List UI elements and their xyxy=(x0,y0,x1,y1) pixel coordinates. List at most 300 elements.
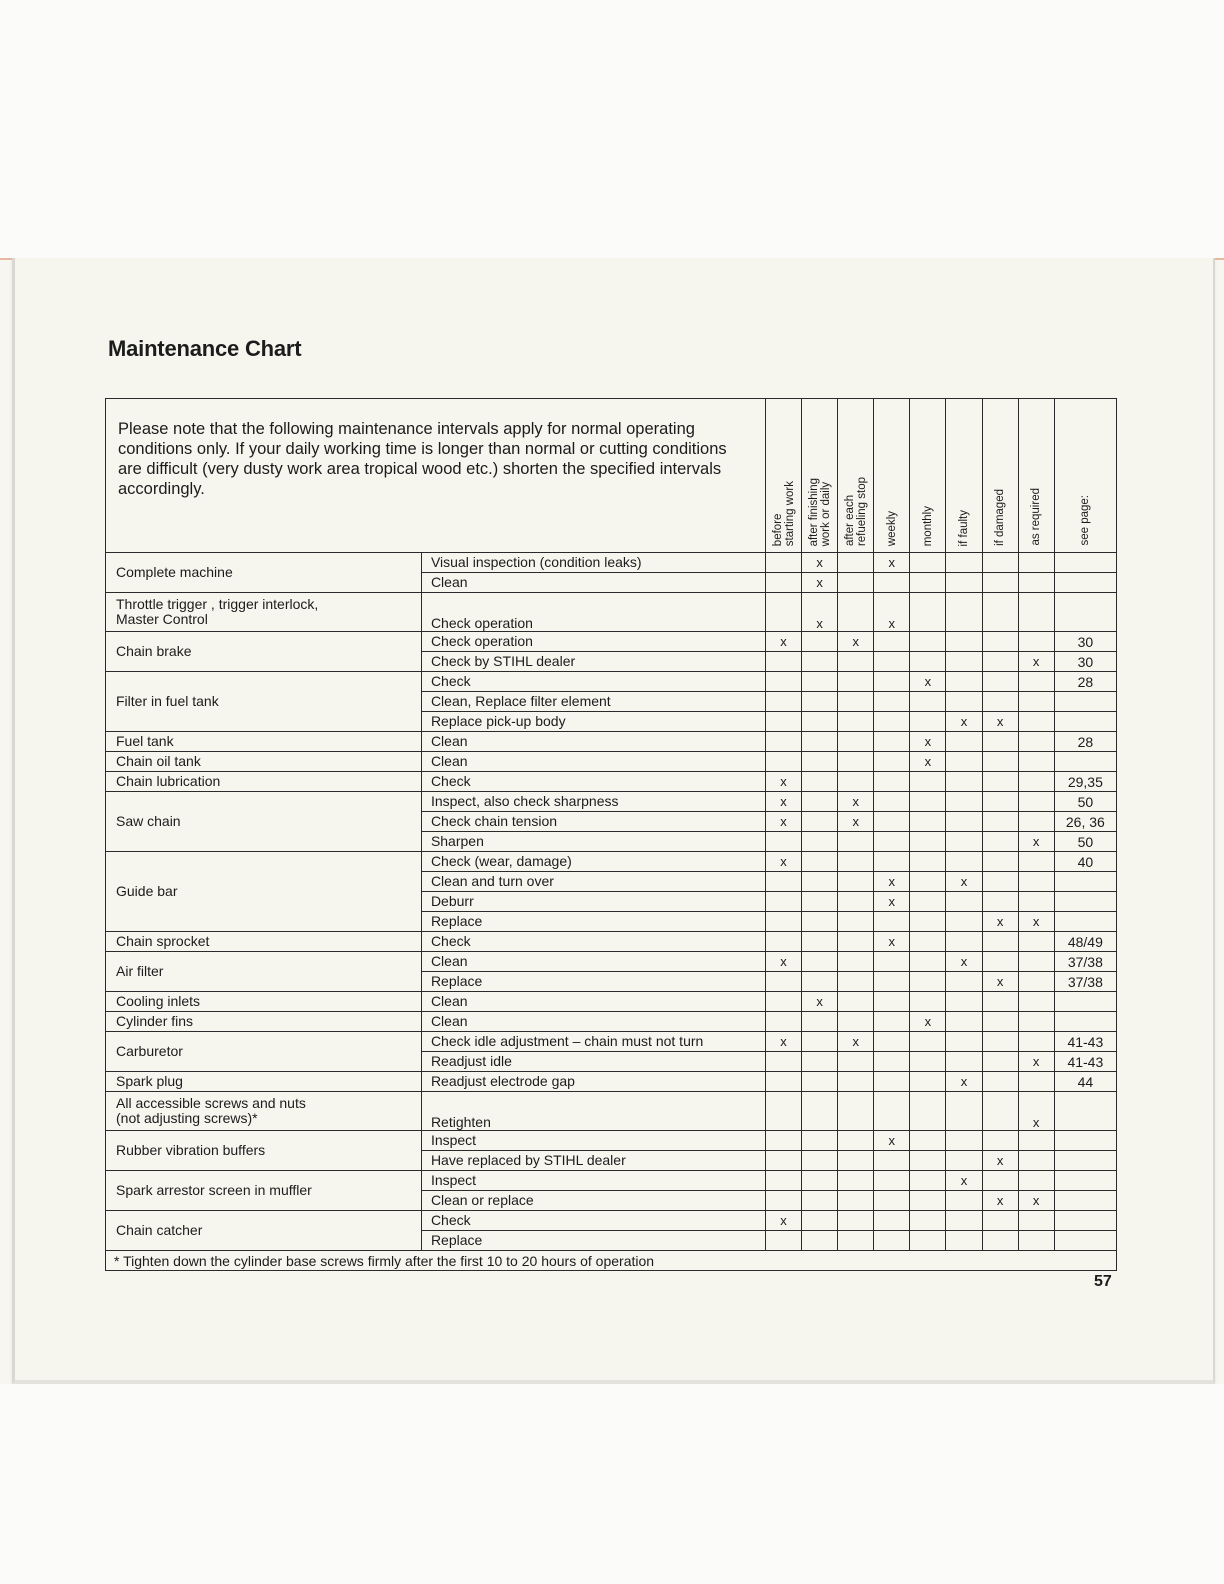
interval-mark-cell xyxy=(910,932,946,952)
interval-mark-cell xyxy=(946,932,982,952)
interval-mark-cell xyxy=(838,832,874,852)
task-cell: Clean, Replace filter element xyxy=(421,692,765,712)
interval-mark-cell xyxy=(802,752,838,772)
interval-mark-cell xyxy=(1018,593,1054,632)
interval-mark-cell: x xyxy=(982,1151,1018,1171)
interval-mark-cell xyxy=(838,892,874,912)
interval-mark-cell xyxy=(982,632,1018,652)
see-page-cell: 28 xyxy=(1054,672,1116,692)
component-cell: Saw chain xyxy=(106,792,422,852)
interval-mark-cell xyxy=(765,1191,801,1211)
table-row xyxy=(106,792,1117,812)
interval-mark-cell xyxy=(1018,1131,1054,1151)
interval-mark-cell: x xyxy=(910,672,946,692)
task-cell: Replace xyxy=(421,912,765,932)
interval-mark-cell xyxy=(982,1052,1018,1072)
footnote-row xyxy=(106,1251,1117,1271)
task-cell: Clean and turn over xyxy=(421,872,765,892)
interval-mark-cell: x xyxy=(1018,832,1054,852)
interval-mark-cell xyxy=(910,1231,946,1251)
interval-mark-cell: x xyxy=(910,732,946,752)
component-cell: Throttle trigger , trigger interlock, Master Control xyxy=(106,593,422,632)
interval-mark-cell xyxy=(910,832,946,852)
interval-mark-cell xyxy=(838,932,874,952)
interval-mark-cell xyxy=(802,1211,838,1231)
component-cell: Air filter xyxy=(106,952,422,992)
table-row xyxy=(106,752,1117,772)
interval-mark-cell xyxy=(1018,672,1054,692)
interval-mark-cell: x xyxy=(1018,912,1054,932)
interval-mark-cell: x xyxy=(1018,652,1054,672)
interval-mark-cell xyxy=(765,872,801,892)
see-page-cell xyxy=(1054,912,1116,932)
interval-mark-cell xyxy=(946,553,982,573)
interval-mark-cell xyxy=(982,752,1018,772)
interval-mark-cell xyxy=(982,932,1018,952)
interval-mark-cell xyxy=(910,952,946,972)
task-cell: Visual inspection (condition leaks) xyxy=(421,553,765,573)
interval-mark-cell xyxy=(982,872,1018,892)
interval-mark-cell: x xyxy=(946,1072,982,1092)
interval-mark-cell xyxy=(838,952,874,972)
interval-mark-cell xyxy=(838,852,874,872)
task-cell: Inspect, also check sharpness xyxy=(421,792,765,812)
see-page-cell: 50 xyxy=(1054,832,1116,852)
column-header-if-faulty xyxy=(946,399,982,553)
interval-mark-cell xyxy=(946,692,982,712)
interval-mark-cell xyxy=(910,1072,946,1092)
column-header-label: before starting work xyxy=(771,480,796,546)
interval-mark-cell xyxy=(838,972,874,992)
interval-mark-cell xyxy=(838,992,874,1012)
task-cell: Check operation xyxy=(421,593,765,632)
interval-mark-cell xyxy=(802,872,838,892)
interval-mark-cell xyxy=(838,1171,874,1191)
interval-mark-cell xyxy=(838,1211,874,1231)
interval-mark-cell xyxy=(838,1191,874,1211)
task-cell: Clean xyxy=(421,752,765,772)
interval-mark-cell: x xyxy=(874,1131,910,1151)
interval-mark-cell xyxy=(874,573,910,593)
see-page-cell: 26, 36 xyxy=(1054,812,1116,832)
interval-mark-cell xyxy=(802,812,838,832)
interval-mark-cell xyxy=(1018,573,1054,593)
interval-mark-cell xyxy=(982,652,1018,672)
interval-mark-cell xyxy=(910,632,946,652)
interval-mark-cell xyxy=(874,1171,910,1191)
component-cell: Spark arrestor screen in muffler xyxy=(106,1171,422,1211)
interval-mark-cell xyxy=(946,992,982,1012)
task-cell: Inspect xyxy=(421,1131,765,1151)
interval-mark-cell xyxy=(874,652,910,672)
see-page-cell xyxy=(1054,1231,1116,1251)
interval-mark-cell xyxy=(765,692,801,712)
interval-mark-cell xyxy=(802,952,838,972)
interval-mark-cell xyxy=(982,1231,1018,1251)
interval-mark-cell xyxy=(1018,992,1054,1012)
interval-mark-cell xyxy=(838,752,874,772)
interval-mark-cell xyxy=(838,712,874,732)
interval-mark-cell xyxy=(874,752,910,772)
interval-mark-cell xyxy=(1018,1171,1054,1191)
interval-mark-cell xyxy=(802,912,838,932)
interval-mark-cell xyxy=(874,1052,910,1072)
interval-mark-cell xyxy=(874,672,910,692)
interval-mark-cell xyxy=(874,1211,910,1231)
interval-mark-cell: x xyxy=(946,712,982,732)
component-cell: Cooling inlets xyxy=(106,992,422,1012)
component-cell: Spark plug xyxy=(106,1072,422,1092)
table-row xyxy=(106,553,1117,573)
table-row xyxy=(106,1012,1117,1032)
see-page-cell xyxy=(1054,573,1116,593)
interval-mark-cell xyxy=(946,1211,982,1231)
interval-mark-cell xyxy=(802,772,838,792)
interval-mark-cell xyxy=(982,952,1018,972)
task-cell: Check xyxy=(421,1211,765,1231)
interval-mark-cell: x xyxy=(765,1032,801,1052)
interval-mark-cell xyxy=(802,972,838,992)
component-cell: Chain catcher xyxy=(106,1211,422,1251)
interval-mark-cell xyxy=(982,692,1018,712)
interval-mark-cell xyxy=(874,992,910,1012)
interval-mark-cell xyxy=(982,1092,1018,1131)
column-header-label: monthly xyxy=(921,505,934,546)
task-cell: Clean xyxy=(421,573,765,593)
interval-mark-cell xyxy=(982,992,1018,1012)
see-page-cell xyxy=(1054,1012,1116,1032)
interval-mark-cell: x xyxy=(802,573,838,593)
see-page-cell xyxy=(1054,892,1116,912)
interval-mark-cell: x xyxy=(874,872,910,892)
interval-mark-cell xyxy=(874,812,910,832)
interval-mark-cell xyxy=(765,553,801,573)
interval-mark-cell xyxy=(802,1171,838,1191)
interval-mark-cell xyxy=(910,1171,946,1191)
interval-mark-cell xyxy=(910,652,946,672)
interval-mark-cell xyxy=(838,553,874,573)
interval-mark-cell xyxy=(838,1052,874,1072)
table-row xyxy=(106,932,1117,952)
interval-mark-cell xyxy=(838,593,874,632)
interval-mark-cell xyxy=(946,632,982,652)
interval-mark-cell xyxy=(946,1052,982,1072)
interval-mark-cell xyxy=(765,712,801,732)
component-cell: Chain sprocket xyxy=(106,932,422,952)
component-cell: Chain lubrication xyxy=(106,772,422,792)
interval-mark-cell xyxy=(838,1012,874,1032)
interval-mark-cell xyxy=(765,972,801,992)
interval-mark-cell xyxy=(946,1191,982,1211)
interval-mark-cell xyxy=(1018,1211,1054,1231)
interval-mark-cell xyxy=(765,912,801,932)
interval-mark-cell xyxy=(802,792,838,812)
see-page-cell xyxy=(1054,1211,1116,1231)
page-number: 57 xyxy=(1094,1273,1112,1290)
interval-mark-cell xyxy=(910,553,946,573)
interval-mark-cell xyxy=(765,1231,801,1251)
interval-mark-cell xyxy=(910,912,946,932)
task-cell: Check chain tension xyxy=(421,812,765,832)
component-cell: Rubber vibration buffers xyxy=(106,1131,422,1171)
task-cell: Replace pick-up body xyxy=(421,712,765,732)
interval-mark-cell xyxy=(802,1012,838,1032)
interval-mark-cell xyxy=(946,1012,982,1032)
task-cell: Replace xyxy=(421,972,765,992)
interval-mark-cell xyxy=(946,573,982,593)
interval-mark-cell xyxy=(765,1151,801,1171)
interval-mark-cell xyxy=(802,692,838,712)
see-page-cell xyxy=(1054,1171,1116,1191)
interval-mark-cell xyxy=(1018,1151,1054,1171)
see-page-cell: 28 xyxy=(1054,732,1116,752)
see-page-cell: 29,35 xyxy=(1054,772,1116,792)
interval-mark-cell xyxy=(765,652,801,672)
component-cell: Carburetor xyxy=(106,1032,422,1072)
interval-mark-cell xyxy=(982,1171,1018,1191)
interval-mark-cell xyxy=(1018,632,1054,652)
interval-mark-cell: x xyxy=(765,852,801,872)
see-page-cell: 41-43 xyxy=(1054,1032,1116,1052)
see-page-cell xyxy=(1054,1092,1116,1131)
interval-mark-cell xyxy=(838,732,874,752)
component-cell: Complete machine xyxy=(106,553,422,593)
interval-mark-cell xyxy=(802,652,838,672)
interval-mark-cell xyxy=(910,692,946,712)
scan-top-margin xyxy=(0,0,1224,260)
interval-mark-cell xyxy=(838,573,874,593)
interval-mark-cell xyxy=(802,712,838,732)
interval-mark-cell xyxy=(946,593,982,632)
interval-mark-cell xyxy=(874,1231,910,1251)
interval-mark-cell xyxy=(910,772,946,792)
see-page-cell xyxy=(1054,1191,1116,1211)
interval-mark-cell: x xyxy=(765,812,801,832)
interval-mark-cell xyxy=(910,852,946,872)
interval-mark-cell xyxy=(838,692,874,712)
interval-mark-cell xyxy=(982,732,1018,752)
interval-mark-cell xyxy=(874,832,910,852)
see-page-cell: 44 xyxy=(1054,1072,1116,1092)
interval-mark-cell xyxy=(910,573,946,593)
task-cell: Clean xyxy=(421,992,765,1012)
interval-mark-cell xyxy=(802,1191,838,1211)
interval-mark-cell xyxy=(802,732,838,752)
interval-mark-cell: x xyxy=(838,632,874,652)
interval-mark-cell xyxy=(946,1231,982,1251)
interval-mark-cell xyxy=(910,972,946,992)
task-cell: Check xyxy=(421,772,765,792)
interval-mark-cell xyxy=(1018,1032,1054,1052)
component-cell: Fuel tank xyxy=(106,732,422,752)
see-page-cell: 50 xyxy=(1054,792,1116,812)
interval-mark-cell xyxy=(802,632,838,652)
interval-mark-cell xyxy=(1018,792,1054,812)
interval-mark-cell xyxy=(765,992,801,1012)
see-page-cell: 37/38 xyxy=(1054,952,1116,972)
interval-mark-cell xyxy=(1018,732,1054,752)
interval-mark-cell xyxy=(874,712,910,732)
interval-mark-cell xyxy=(1018,812,1054,832)
task-cell: Readjust electrode gap xyxy=(421,1072,765,1092)
interval-mark-cell xyxy=(910,1052,946,1072)
interval-mark-cell: x xyxy=(982,912,1018,932)
interval-mark-cell xyxy=(874,1012,910,1032)
interval-mark-cell xyxy=(946,732,982,752)
table-row xyxy=(106,672,1117,692)
see-page-cell: 40 xyxy=(1054,852,1116,872)
table-body xyxy=(106,553,1117,1251)
task-cell: Check (wear, damage) xyxy=(421,852,765,872)
see-page-cell: 30 xyxy=(1054,632,1116,652)
see-page-cell xyxy=(1054,872,1116,892)
column-header-if-damaged xyxy=(982,399,1018,553)
interval-mark-cell xyxy=(910,1211,946,1231)
interval-mark-cell xyxy=(982,593,1018,632)
component-cell: Guide bar xyxy=(106,852,422,932)
see-page-cell xyxy=(1054,692,1116,712)
interval-mark-cell xyxy=(946,832,982,852)
interval-mark-cell xyxy=(1018,553,1054,573)
task-cell: Check idle adjustment – chain must not turn xyxy=(421,1032,765,1052)
interval-mark-cell xyxy=(874,1032,910,1052)
interval-mark-cell: x xyxy=(874,892,910,912)
interval-mark-cell: x xyxy=(1018,1052,1054,1072)
interval-mark-cell xyxy=(982,812,1018,832)
interval-mark-cell xyxy=(765,1012,801,1032)
interval-mark-cell xyxy=(910,712,946,732)
interval-mark-cell: x xyxy=(838,792,874,812)
see-page-cell xyxy=(1054,1131,1116,1151)
interval-mark-cell xyxy=(910,812,946,832)
see-page-cell xyxy=(1054,992,1116,1012)
interval-mark-cell xyxy=(946,792,982,812)
task-cell: Readjust idle xyxy=(421,1052,765,1072)
interval-mark-cell xyxy=(874,1191,910,1211)
interval-mark-cell xyxy=(765,573,801,593)
interval-mark-cell: x xyxy=(1018,1092,1054,1131)
table-row xyxy=(106,1092,1117,1131)
interval-mark-cell xyxy=(910,792,946,812)
interval-mark-cell xyxy=(838,1151,874,1171)
interval-mark-cell xyxy=(838,1131,874,1151)
task-cell: Clean or replace xyxy=(421,1191,765,1211)
interval-mark-cell xyxy=(982,832,1018,852)
component-cell: Chain oil tank xyxy=(106,752,422,772)
maintenance-table xyxy=(105,398,1117,1271)
interval-mark-cell xyxy=(1018,1231,1054,1251)
interval-mark-cell xyxy=(946,852,982,872)
interval-mark-cell: x xyxy=(765,772,801,792)
footnote: * Tighten down the cylinder base screws firmly after the first 10 to 20 hours of operation xyxy=(106,1251,1117,1271)
interval-mark-cell xyxy=(1018,852,1054,872)
column-header-weekly xyxy=(874,399,910,553)
see-page-cell xyxy=(1054,712,1116,732)
task-cell: Clean xyxy=(421,952,765,972)
interval-mark-cell xyxy=(910,1092,946,1131)
interval-mark-cell xyxy=(874,792,910,812)
interval-mark-cell: x xyxy=(838,812,874,832)
interval-mark-cell xyxy=(982,892,1018,912)
interval-mark-cell: x xyxy=(874,593,910,632)
interval-mark-cell xyxy=(802,1052,838,1072)
interval-mark-cell xyxy=(874,772,910,792)
interval-mark-cell xyxy=(982,792,1018,812)
table-row xyxy=(106,992,1117,1012)
interval-mark-cell xyxy=(765,932,801,952)
interval-mark-cell xyxy=(946,1131,982,1151)
interval-mark-cell xyxy=(802,672,838,692)
interval-mark-cell xyxy=(802,1131,838,1151)
interval-mark-cell xyxy=(802,1231,838,1251)
interval-mark-cell: x xyxy=(874,553,910,573)
interval-mark-cell xyxy=(910,593,946,632)
task-cell: Replace xyxy=(421,1231,765,1251)
interval-mark-cell xyxy=(910,892,946,912)
column-header-before-starting-work xyxy=(765,399,801,553)
table-row xyxy=(106,732,1117,752)
interval-mark-cell xyxy=(765,1092,801,1131)
interval-mark-cell xyxy=(874,632,910,652)
task-cell: Retighten xyxy=(421,1092,765,1131)
interval-mark-cell: x xyxy=(910,1012,946,1032)
task-cell: Have replaced by STIHL dealer xyxy=(421,1151,765,1171)
interval-mark-cell xyxy=(946,892,982,912)
interval-mark-cell xyxy=(910,1131,946,1151)
interval-mark-cell xyxy=(802,1151,838,1171)
interval-mark-cell xyxy=(982,1032,1018,1052)
see-page-cell xyxy=(1054,1151,1116,1171)
column-header-after-finishing-work xyxy=(802,399,838,553)
interval-mark-cell xyxy=(946,1151,982,1171)
interval-mark-cell: x xyxy=(874,932,910,952)
see-page-cell: 37/38 xyxy=(1054,972,1116,992)
table-row xyxy=(106,1131,1117,1151)
interval-mark-cell xyxy=(982,573,1018,593)
interval-mark-cell xyxy=(802,1092,838,1131)
interval-mark-cell xyxy=(946,1092,982,1131)
column-header-monthly xyxy=(910,399,946,553)
interval-mark-cell xyxy=(982,772,1018,792)
interval-mark-cell xyxy=(946,812,982,832)
interval-mark-cell xyxy=(1018,952,1054,972)
interval-mark-cell xyxy=(802,852,838,872)
column-header-label: after finishing work or daily xyxy=(807,477,832,546)
interval-mark-cell xyxy=(982,852,1018,872)
interval-mark-cell: x xyxy=(946,872,982,892)
see-page-cell xyxy=(1054,553,1116,573)
interval-mark-cell: x xyxy=(982,712,1018,732)
interval-mark-cell xyxy=(802,1032,838,1052)
interval-mark-cell xyxy=(946,652,982,672)
interval-mark-cell xyxy=(874,1072,910,1092)
interval-mark-cell xyxy=(802,1072,838,1092)
task-cell: Clean xyxy=(421,732,765,752)
interval-mark-cell xyxy=(946,972,982,992)
column-header-label: if faulty xyxy=(957,509,970,546)
interval-mark-cell xyxy=(982,672,1018,692)
table-row xyxy=(106,593,1117,632)
interval-mark-cell: x xyxy=(946,952,982,972)
column-header-label: if damaged xyxy=(994,489,1007,546)
column-header-label: weekly xyxy=(885,510,898,546)
interval-mark-cell xyxy=(874,952,910,972)
interval-mark-cell xyxy=(874,972,910,992)
interval-mark-cell xyxy=(838,1231,874,1251)
interval-mark-cell xyxy=(765,1171,801,1191)
column-header-label: as required xyxy=(1030,488,1043,546)
component-cell: Chain brake xyxy=(106,632,422,672)
